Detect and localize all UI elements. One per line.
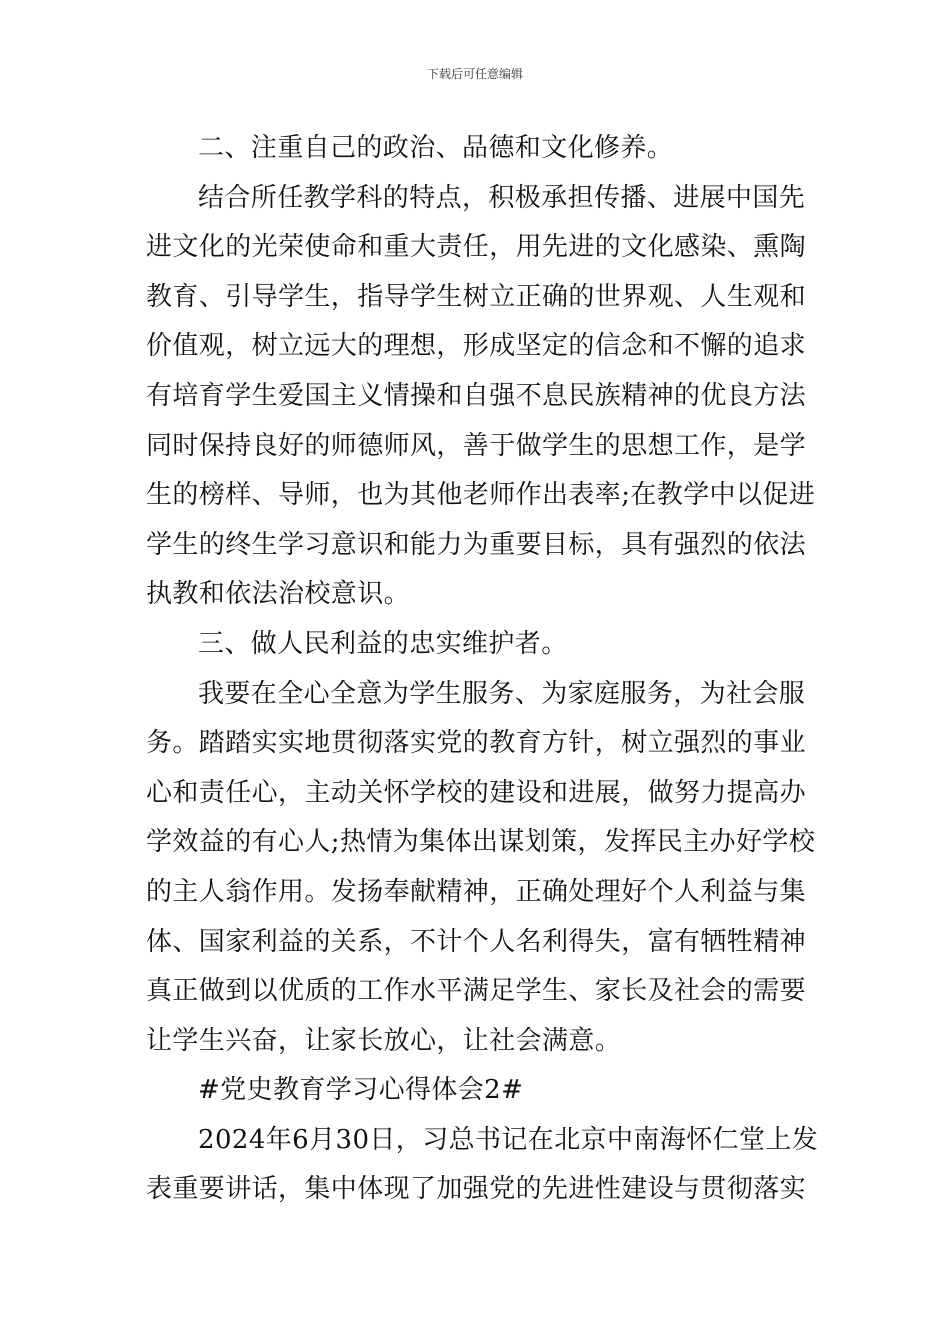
- text-line: 同时保持良好的师德师风，善于做学生的思想工作，是学: [146, 430, 807, 461]
- text-line: 让学生兴奋，让家长放心，让社会满意。: [146, 1025, 622, 1056]
- text-line: 务。踏踏实实地贯彻落实党的教育方针，树立强烈的事业: [146, 728, 807, 759]
- text-line: 教育、引导学生，指导学生树立正确的世界观、人生观和: [146, 281, 807, 312]
- text-line: 有培育学生爱国主义情操和自强不息民族精神的优良方法: [146, 380, 807, 411]
- text-line: 真正做到以优质的工作水平满足学生、家长及社会的需要: [146, 976, 807, 1007]
- text-line: 我要在全心全意为学生服务、为家庭服务，为社会服: [198, 678, 806, 709]
- page-header: 下载后可任意编辑: [426, 67, 523, 81]
- text-line: 体、国家利益的关系，不计个人名利得失，富有牺牲精神: [146, 926, 807, 957]
- text-line: 学效益的有心人;热情为集体出谋划策，发挥民主办好学校: [146, 827, 816, 858]
- text-line: 生的榜样、导师，也为其他老师作出表率;在教学中以促进: [146, 480, 816, 511]
- text-line: 表重要讲话，集中体现了加强党的先进性建设与贯彻落实: [146, 1174, 807, 1205]
- text-line: 学生的终生学习意识和能力为重要目标，具有强烈的依法: [146, 529, 807, 560]
- text-line: 二、注重自己的政治、品德和文化修养。: [198, 133, 674, 163]
- text-line: 结合所任教学科的特点，积极承担传播、进展中国先: [198, 182, 806, 213]
- text-line: 心和责任心，主动关怀学校的建设和进展，做努力提高办: [146, 777, 807, 808]
- text-line: 三、做人民利益的忠实维护者。: [198, 628, 568, 659]
- text-line: #党史教育学习心得体会2#: [198, 1075, 524, 1106]
- text-line: 执教和依法治校意识。: [146, 579, 411, 610]
- text-line: 2024年6月30日，习总书记在北京中南海怀仁堂上发: [198, 1124, 819, 1155]
- text-line: 进文化的光荣使命和重大责任，用先进的文化感染、熏陶: [146, 232, 807, 263]
- text-line: 价值观，树立远大的理想，形成坚定的信念和不懈的追求: [146, 331, 807, 362]
- document-body: [146, 124, 819, 1215]
- text-line: 的主人翁作用。发扬奉献精神，正确处理好个人利益与集: [146, 876, 807, 907]
